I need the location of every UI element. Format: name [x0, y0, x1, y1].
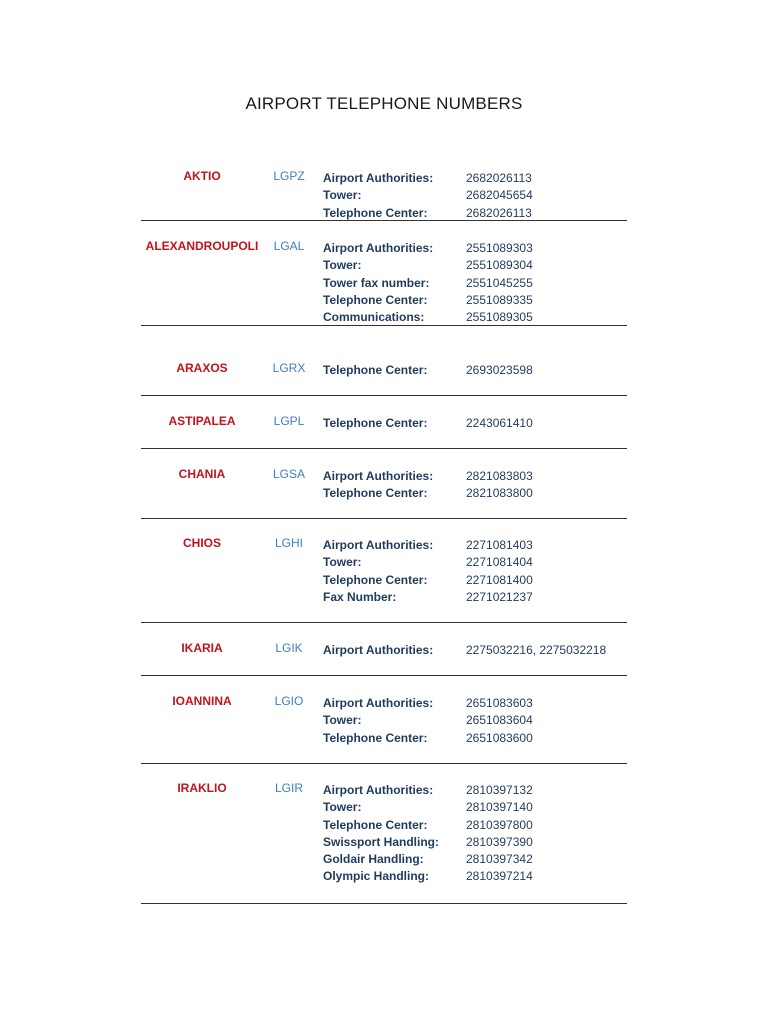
contact-entry: [323, 239, 533, 256]
contact-entry: [323, 308, 533, 325]
section-divider: [141, 763, 627, 764]
airport-name: ARAXOS: [176, 361, 228, 375]
phone-number: 2810397140: [466, 800, 533, 815]
section-divider: [141, 622, 627, 623]
airport-code: LGIK: [275, 641, 303, 655]
contact-entry: [323, 711, 533, 728]
contact-entry: [323, 867, 533, 884]
airport-code: LGPZ: [273, 169, 305, 183]
airport-name: IOANNINA: [172, 694, 232, 708]
contact-label: Telephone Center:: [323, 205, 428, 220]
airport-code: LGAL: [273, 239, 305, 253]
contact-label: Telephone Center:: [323, 730, 428, 745]
section-divider: [141, 903, 627, 904]
contact-entry: [323, 553, 533, 570]
airport-code: LGSA: [272, 467, 305, 481]
contact-entry: [323, 186, 533, 203]
contact-label: Airport Authorities:: [323, 241, 434, 255]
contact-label: Olympic Handling:: [323, 869, 430, 884]
contact-label: Tower fax number:: [323, 275, 430, 290]
airport-code: LGHI: [274, 536, 303, 550]
phone-number: 2551089305: [466, 310, 533, 325]
contact-entry: [323, 850, 533, 867]
phone-number: 2810397132: [466, 783, 533, 797]
contact-label: Tower:: [323, 713, 362, 728]
contact-label: Airport Authorities:: [323, 469, 434, 483]
contact-label: Telephone Center:: [323, 416, 428, 430]
contact-entries: [323, 694, 533, 746]
phone-number: 2651083604: [466, 713, 533, 728]
phone-number: 2271081404: [466, 555, 533, 570]
contact-entries: [323, 414, 533, 431]
contact-entry: [323, 588, 533, 605]
contact-label: Telephone Center:: [323, 292, 428, 307]
section-divider: [141, 325, 627, 326]
phone-number: 2682026113: [466, 205, 532, 220]
phone-number: 2551089304: [466, 258, 533, 273]
phone-number: 2810397214: [466, 869, 533, 884]
section-divider: [141, 448, 627, 449]
contact-label: Telephone Center:: [323, 486, 428, 501]
contact-label: Telephone Center:: [323, 817, 428, 832]
contact-entry: [323, 169, 533, 186]
phone-number: 2810397800: [466, 817, 533, 832]
airport-name: CHANIA: [178, 467, 226, 481]
phone-number: 2271021237: [466, 589, 533, 604]
airport-name: ALEXANDROUPOLI: [145, 239, 259, 253]
phone-number: 2821083800: [466, 486, 533, 501]
contact-entry: [323, 291, 533, 308]
contact-entries: [323, 169, 533, 221]
airport-name: ASTIPALEA: [168, 414, 236, 428]
contact-label: Goldair Handling:: [323, 852, 424, 867]
contact-label: Airport Authorities:: [323, 696, 434, 710]
section-divider: [141, 220, 627, 221]
contact-entry: [323, 571, 533, 588]
airport-code: LGIO: [274, 694, 304, 708]
contact-entries: [323, 641, 606, 658]
phone-number: 2682026113: [466, 171, 532, 185]
airport-name: IKARIA: [181, 641, 223, 655]
contact-entry: [323, 256, 533, 273]
contact-label: Tower:: [323, 258, 362, 273]
page-title: AIRPORT TELEPHONE NUMBERS: [245, 94, 523, 113]
contact-label: Fax Number:: [323, 589, 397, 604]
contact-entry: [323, 833, 533, 850]
section-divider: [141, 395, 627, 396]
section-divider: [141, 675, 627, 676]
contact-entry: [323, 816, 533, 833]
contact-label: Airport Authorities:: [323, 538, 434, 552]
contact-entry: [323, 694, 533, 711]
contact-entry: [323, 729, 533, 746]
airport-code: LGPL: [273, 414, 305, 428]
contact-entry: [323, 274, 533, 291]
phone-number: 2810397390: [466, 834, 533, 849]
phone-number: 2275032216, 2275032218: [466, 643, 607, 657]
contact-entry: [323, 361, 533, 378]
contact-entries: [323, 361, 533, 378]
contact-entry: [323, 204, 533, 221]
contact-label: Tower:: [323, 555, 362, 570]
phone-number: 2651083603: [466, 696, 533, 710]
airport-name: CHIOS: [182, 536, 221, 550]
contact-entry: [323, 641, 606, 658]
phone-number: 2682045654: [466, 188, 533, 203]
phone-number: 2651083600: [466, 730, 533, 745]
phone-number: 2821083803: [466, 469, 533, 483]
contact-entries: [323, 781, 533, 885]
section-divider: [141, 518, 627, 519]
phone-number: 2693023598: [466, 363, 533, 377]
phone-number: 2551089335: [466, 292, 533, 307]
airport-code: LGIR: [274, 781, 303, 795]
contact-label: Communications:: [323, 310, 425, 325]
phone-number: 2243061410: [466, 416, 533, 430]
phone-number: 2271081400: [466, 572, 533, 587]
airport-code: LGRX: [272, 361, 306, 375]
phone-number: 2271081403: [466, 538, 533, 552]
contact-entry: [323, 536, 533, 553]
airport-name: IRAKLIO: [177, 781, 227, 795]
contact-label: Airport Authorities:: [323, 783, 434, 797]
contact-entries: [323, 239, 533, 325]
contact-label: Airport Authorities:: [323, 171, 434, 185]
airport-name: AKTIO: [183, 169, 221, 183]
contact-label: Telephone Center:: [323, 363, 428, 377]
contact-entries: [323, 467, 533, 502]
contact-label: Tower:: [323, 188, 362, 203]
contact-entries: [323, 536, 533, 605]
contact-label: Telephone Center:: [323, 572, 428, 587]
contact-entry: [323, 484, 533, 501]
phone-number: 2551089303: [466, 241, 533, 255]
contact-label: Tower:: [323, 800, 362, 815]
contact-label: Swissport Handling:: [323, 834, 440, 849]
contact-label: Airport Authorities:: [323, 643, 434, 657]
contact-entry: [323, 414, 533, 431]
contact-entry: [323, 781, 533, 798]
contact-entry: [323, 467, 533, 484]
phone-number: 2551045255: [466, 275, 533, 290]
contact-entry: [323, 798, 533, 815]
phone-number: 2810397342: [466, 852, 533, 867]
